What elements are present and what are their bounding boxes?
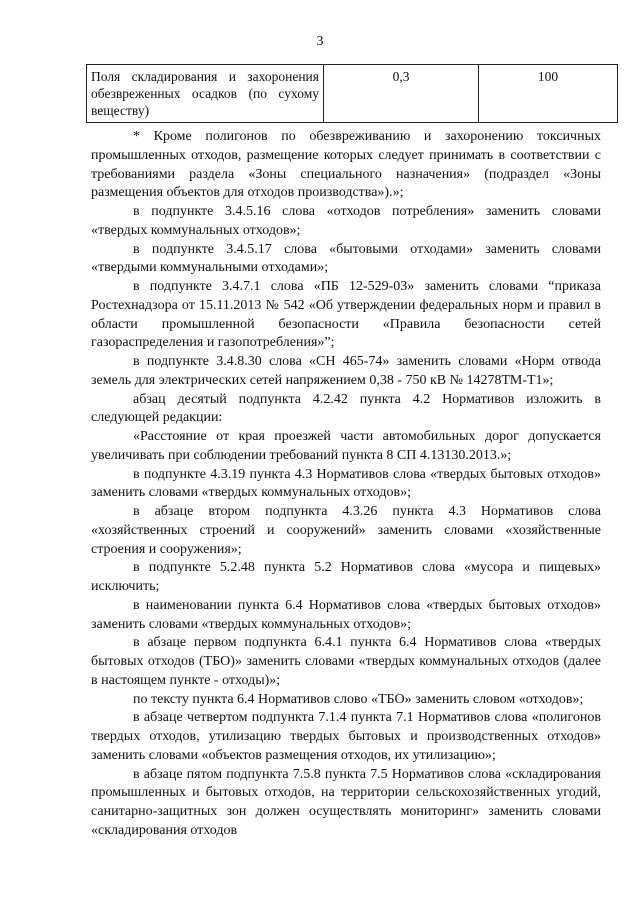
paragraph: абзац десятый подпункта 4.2.42 пункта 4.2 Нормативов изложить в следующей редакции: [91,391,601,426]
norms-table [86,64,618,123]
paragraph: в абзаце четвертом подпункта 7.1.4 пункта 7.1 Нормативов слова «полигонов твердых отходов, утилизацию твердых бытовых и производственных отходов» заменить словами «объектов размещения отходов, их утилизацию»; [91,710,601,763]
paragraph: в подпункте 5.2.48 пункта 5.2 Нормативов слова «мусора и пищевых» исключить; [91,560,601,594]
paragraph: в абзаце первом подпункта 6.4.1 пункта 6.4 Нормативов слова «твердых бытовых отходов (ТБО)» заменить словами «твердых коммунальных отходов (далее в настоящем пункте - отходы)»; [91,635,601,688]
paragraph: в абзаце пятом подпункта 7.5.8 пункта 7.5 Нормативов слова «складирования промышленных и бытовых отходов, на территории сельскохозяйственных угодий, санитарно-защитных зон должен осуществлять мониторинг» заменить словами «складирования отходов [91,766,601,838]
document-body [91,128,601,841]
table-cell-name: Поля складирования и захоронения обезвреженных осадков (по сухому веществу) [87,65,324,123]
paragraph: в подпункте 3.4.5.16 слова «отходов потребления» заменить словами «твердых коммунальных отходов»; [91,204,601,238]
page-number: 3 [316,34,324,49]
paragraph: в подпункте 3.4.5.17 слова «бытовыми отходами» заменить словами «твердыми коммунальными отходами»; [91,241,601,276]
paragraph: по тексту пункта 6.4 Нормативов слово «ТБО» заменить словом «отходов»; [133,691,584,707]
table-cell-value-1: 0,3 [324,65,479,123]
paragraph: в абзаце втором подпункта 4.3.26 пункта 4.3 Нормативов слова «хозяйственных строений и сооружений» заменить словами «хозяйственные строения и сооружения»; [91,504,601,557]
table-row [87,65,618,123]
paragraph: в наименовании пункта 6.4 Нормативов слова «твердых бытовых отходов» заменить словами «твердых коммунальных отходов»; [91,597,601,632]
paragraph: * Кроме полигонов по обезвреживанию и захоронению токсичных промышленных отходов, размещение которых следует принимать в соответствии с требованиями раздела «Зоны специального назначения» (подраздел «Зоны размещения объектов для отходов производства»).»; [91,129,601,201]
table-cell-value-2: 100 [479,65,618,123]
paragraph: «Расстояние от края проезжей части автомобильных дорог допускается увеличивать при соблюдении требований пункта 8 СП 4.13130.2013.»; [91,429,601,463]
paragraph: в подпункте 4.3.19 пункта 4.3 Нормативов слова «твердых бытовых отходов» заменить словами «твердых коммунальных отходов»; [91,466,601,501]
paragraph: в подпункте 3.4.7.1 слова «ПБ 12-529-03» заменить словами “приказа Ростехнадзора от 15.11.2013 № 542 «Об утверждении федеральных норм и правил в области промышленной безопасности «Правила безопасности сетей газораспределения и газопотребления»”; [91,279,601,351]
paragraph: в подпункте 3.4.8.30 слова «СН 465-74» заменить словами «Норм отвода земель для электрических сетей напряжением 0,38 - 750 кВ № 14278ТМ-Т1»; [91,354,601,388]
